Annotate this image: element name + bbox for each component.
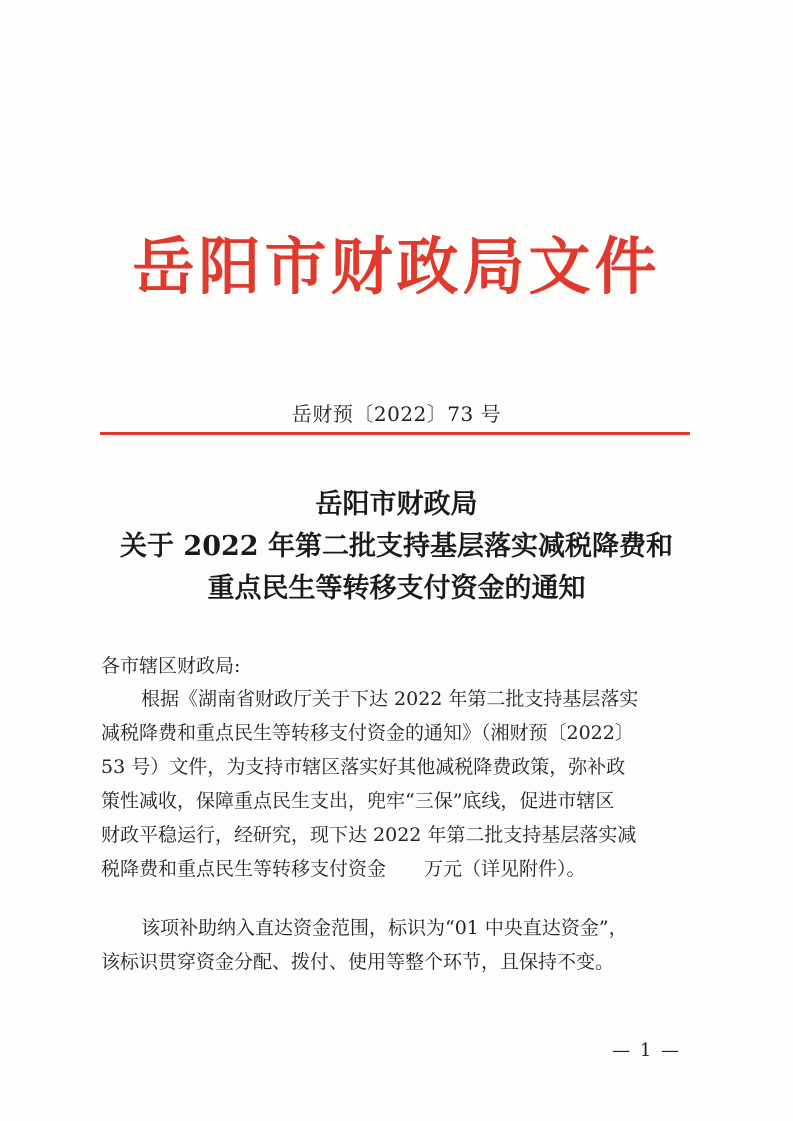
notice-title-line-2: 关于 2022 年第二批支持基层落实减税降费和	[120, 531, 673, 562]
body-line: 策性减收，保障重点民生支出，兜牢“三保”底线，促进市辖区	[101, 790, 615, 812]
body-line: 该标识贯穿资金分配、拨付、使用等整个环节，且保持不变。	[101, 951, 615, 973]
document-number: 岳财预〔2022〕73 号	[291, 402, 502, 426]
body-paragraph-1	[101, 682, 691, 886]
body-line: 减税降费和重点民生等转移支付资金的通知》（湘财预〔2022〕	[101, 722, 634, 744]
notice-title-line-3: 重点民生等转移支付资金的通知	[207, 573, 586, 604]
body-paragraph-2	[101, 911, 691, 979]
notice-title-line-1: 岳阳市财政局	[315, 489, 478, 520]
body-line: 53 号）文件，为支持市辖区落实好其他减税降费政策，弥补政	[101, 756, 626, 778]
body-line: 根据《湖南省财政厅关于下达 2022 年第二批支持基层落实	[141, 688, 639, 710]
body-line: 该项补助纳入直达资金范围，标识为“01 中央直达资金”，	[141, 917, 628, 939]
addressee: 各市辖区财政局:	[101, 655, 241, 677]
masthead-title: 岳阳市财政局文件	[132, 230, 661, 303]
red-separator-line	[100, 432, 690, 435]
body-line: 财政平稳运行，经研究，现下达 2022 年第二批支持基层落实减	[101, 824, 637, 846]
body-line: 税降费和重点民生等转移支付资金 万元（详见附件）。	[101, 858, 586, 880]
page-number: — 1 —	[612, 1040, 681, 1061]
notice-title	[0, 484, 793, 610]
